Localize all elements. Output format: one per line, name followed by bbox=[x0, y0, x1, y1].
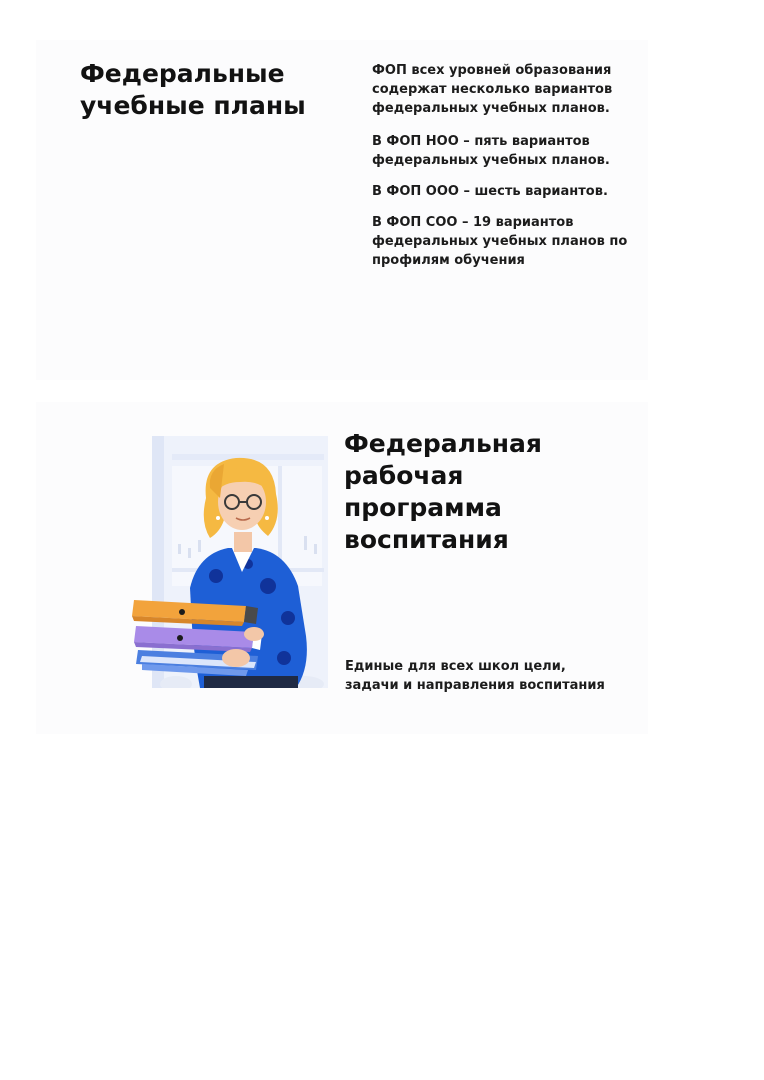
fop-ooo-text: В ФОП ООО – шесть вариантов. bbox=[372, 184, 608, 199]
teacher-holding-folders-illustration bbox=[128, 436, 328, 688]
federal-upbringing-program-title: Федеральная рабочая программа воспитания bbox=[344, 429, 542, 554]
fop-soo-text: В ФОП СОО – 19 вариантов федеральных учебных планов по профилям обучения bbox=[372, 215, 628, 268]
upbringing-description-text: Единые для всех школ цели, задачи и направления воспитания bbox=[345, 659, 605, 693]
fop-noo-text: В ФОП НОО – пять вариантов федеральных учебных планов. bbox=[372, 134, 610, 168]
federal-curricula-title: Федеральные учебные планы bbox=[80, 59, 306, 120]
fop-levels-text: ФОП всех уровней образования содержат несколько вариантов федеральных учебных планов. bbox=[372, 63, 613, 116]
